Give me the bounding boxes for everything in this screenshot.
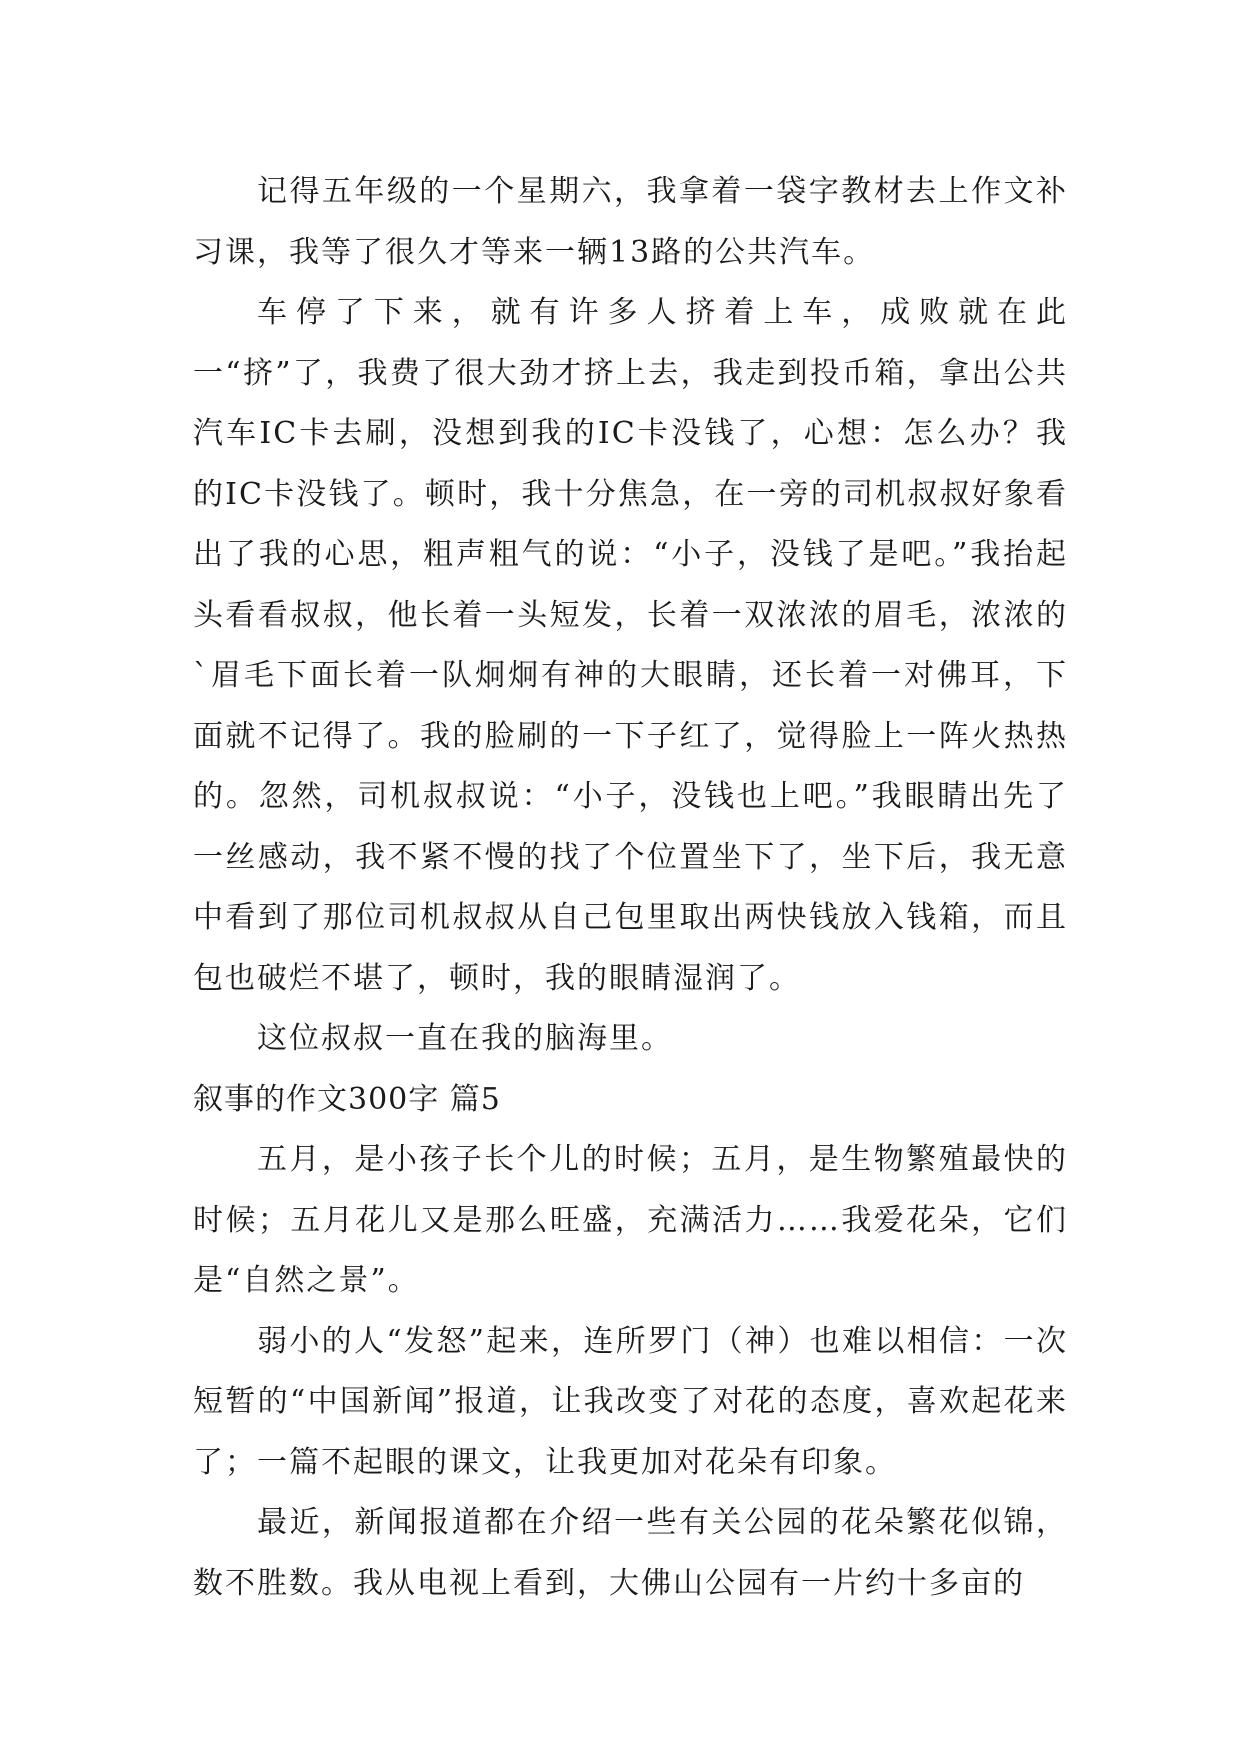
paragraph: 最近，新闻报道都在介绍一些有关公园的花朵繁花似锦，数不胜数。我从电视上看到，大佛山公园有一片约十多亩的 — [193, 1505, 1068, 1601]
paragraph: 五月，是小孩子长个儿的时候；五月，是生物繁殖最快的时候；五月花儿又是那么旺盛，充满活力……我爱花朵，它们是“自然之景”。 — [193, 1142, 1068, 1298]
paragraph: 车停了下来，就有许多人挤着上车，成败就在此一“挤”了，我费了很大劲才挤上去，我走到投币箱，拿出公共汽车IC卡去刷，没想到我的IC卡没钱了，心想：怎么办？我的IC卡没钱了。顿时，我十分焦急，在一旁的司机叔叔好象看出了我的心思，粗声粗气的说：“小子，没钱了是吧。”我抬起头看看叔叔，他长着一头短发，长着一双浓浓的眉毛，浓浓的`眉毛下面长着一队炯炯有神的大眼睛，还长着一对佛耳，下面就不记得了。我的脸刷的一下子红了，觉得脸上一阵火热热的。忽然，司机叔叔说：“小子，没钱也上吧。”我眼睛出先了一丝感动，我不紧不慢的找了个位置坐下了，坐下后，我无意中看到了那位司机叔叔从自己包里取出两快钱放入钱箱，而且包也破烂不堪了，顿时，我的眼睛湿润了。 — [193, 295, 1068, 996]
paragraph: 记得五年级的一个星期六，我拿着一袋字教材去上作文补习课，我等了很久才等来一辆13路的公共汽车。 — [193, 174, 1068, 270]
paragraph: 这位叔叔一直在我的脑海里。 — [257, 1021, 673, 1056]
document-body — [193, 162, 1068, 1614]
section-heading: 叙事的作文300字 篇5 — [193, 1081, 501, 1117]
paragraph: 弱小的人“发怒”起来，连所罗门（神）也难以相信：一次短暂的“中国新闻”报道，让我改变了对花的态度，喜欢起花来了；一篇不起眼的课文，让我更加对花朵有印象。 — [193, 1323, 1068, 1480]
